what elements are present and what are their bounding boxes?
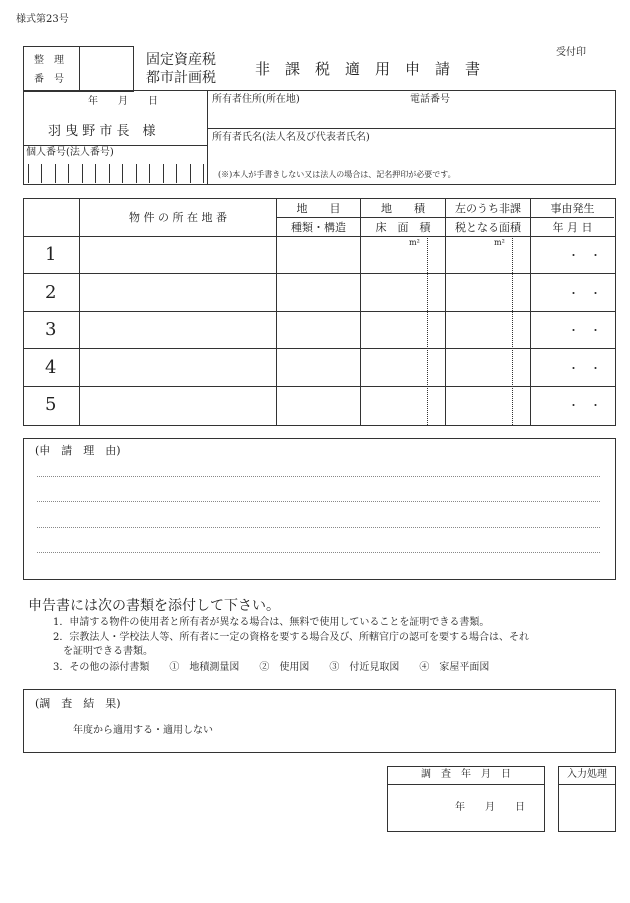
col-date-header-1: 事由発生 bbox=[550, 202, 595, 215]
attachment-item-1: 1．申請する物件の使用者と所有者が異なる場合は、無料で使用していることを証明できる書類。 bbox=[53, 617, 490, 628]
reference-label-1: 整 理 bbox=[34, 55, 64, 66]
survey-result-text: 年度から適用する・適用しない bbox=[73, 725, 213, 736]
row-date-dots: ・ ・ bbox=[568, 399, 601, 412]
col-location-header: 物 件 の 所 在 地 番 bbox=[129, 211, 227, 224]
col-area-header-1: 地 積 bbox=[381, 202, 425, 215]
owner-name-field[interactable] bbox=[210, 146, 612, 166]
date-label: 年 月 日 bbox=[88, 96, 158, 107]
input-processing-label: 入力処理 bbox=[567, 769, 607, 780]
survey-date-value: 年 月 日 bbox=[455, 802, 525, 813]
col-land-header-1: 地 目 bbox=[296, 202, 341, 215]
reference-label-2: 番 号 bbox=[34, 74, 64, 85]
row-location-field[interactable] bbox=[81, 350, 274, 384]
survey-date-label: 調 査 年 月 日 bbox=[421, 769, 511, 780]
col-exempt-header-1: 左のうち非課 bbox=[455, 202, 521, 215]
mayor-addressee: 羽 曳 野 市 長 様 bbox=[48, 124, 156, 139]
col-land-header-2: 種類・構造 bbox=[291, 221, 346, 234]
col-area-header-2: 床 面 積 bbox=[375, 221, 431, 234]
row-date-dots: ・ ・ bbox=[568, 249, 601, 262]
tax-name-1: 固定資産税 bbox=[146, 52, 216, 68]
attachment-item-2-cont: を証明できる書類。 bbox=[63, 646, 153, 657]
individual-number-label: 個人番号(法人番号) bbox=[26, 147, 114, 158]
phone-label: 電話番号 bbox=[410, 94, 450, 105]
row-number: 3 bbox=[45, 319, 57, 340]
row-date-dots: ・ ・ bbox=[568, 362, 601, 375]
attachment-item-2: 2．宗教法人・学校法人等、所有者に一定の資格を要する場合及び、所轄官庁の認可を要する場合は、それ bbox=[53, 632, 529, 643]
row-number: 2 bbox=[45, 282, 57, 303]
row-number: 1 bbox=[45, 244, 57, 265]
owner-address-label: 所有者住所(所在地) bbox=[212, 94, 300, 105]
tax-name-2: 都市計画税 bbox=[146, 70, 216, 86]
owner-name-label: 所有者氏名(法人名及び代表者氏名) bbox=[212, 132, 370, 143]
reception-stamp-label: 受付印 bbox=[556, 47, 586, 58]
row-date-dots: ・ ・ bbox=[568, 287, 601, 300]
row-number: 4 bbox=[45, 357, 57, 378]
document-title: 非 課 税 適 用 申 請 書 bbox=[255, 60, 481, 78]
reason-label: (申 請 理 由) bbox=[35, 444, 121, 457]
row-location-field[interactable] bbox=[81, 388, 274, 422]
reason-text-area[interactable] bbox=[37, 462, 600, 558]
row-date-dots: ・ ・ bbox=[568, 324, 601, 337]
row-number: 5 bbox=[45, 394, 57, 415]
attachments-heading: 申告書には次の書類を添付して下さい。 bbox=[28, 598, 280, 614]
exempt-area-unit: m² bbox=[494, 238, 505, 247]
col-exempt-header-2: 税となる面積 bbox=[455, 221, 521, 234]
row-location-field[interactable] bbox=[81, 238, 274, 271]
signature-note: (※)本人が手書きしない又は法人の場合は、記名押印が必要です。 bbox=[218, 170, 456, 179]
col-date-header-2: 年 月 日 bbox=[552, 221, 593, 234]
owner-address-field[interactable] bbox=[210, 108, 612, 126]
row-location-field[interactable] bbox=[81, 313, 274, 346]
form-number: 様式第23号 bbox=[16, 14, 69, 25]
area-unit: m² bbox=[409, 238, 420, 247]
attachment-item-3: 3．その他の添付書類 ① 地積測量図 ② 使用図 ③ 付近見取図 ④ 家屋平面図 bbox=[53, 662, 490, 673]
row-location-field[interactable] bbox=[81, 275, 274, 309]
survey-result-label: (調 査 結 果) bbox=[35, 697, 121, 710]
individual-number-digits[interactable] bbox=[28, 164, 204, 183]
reference-number-field[interactable] bbox=[81, 48, 130, 88]
